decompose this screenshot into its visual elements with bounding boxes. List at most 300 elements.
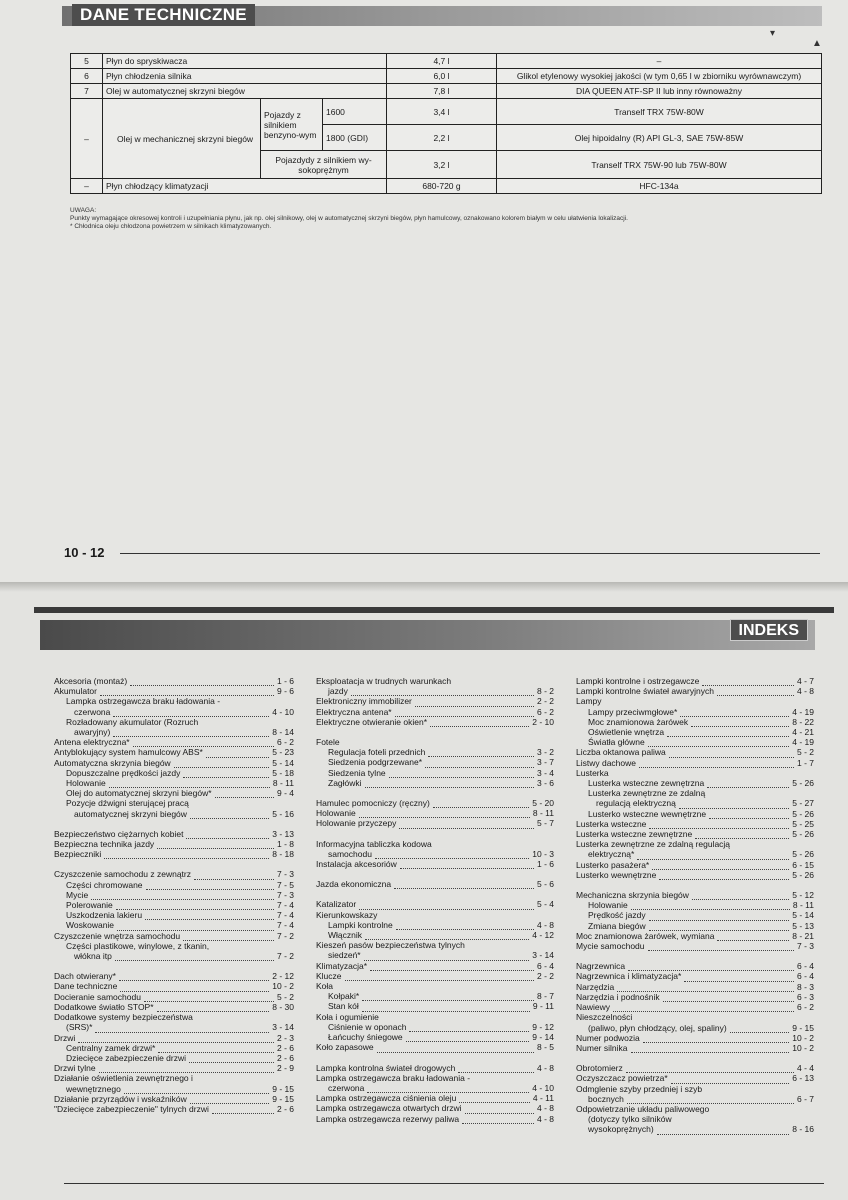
index-entry-page: 9 - 12 bbox=[532, 1021, 554, 1032]
dot-leader bbox=[100, 689, 274, 696]
index-entry bbox=[54, 931, 294, 941]
index-entry bbox=[54, 696, 294, 706]
index-entry-page: 2 - 6 bbox=[276, 1103, 294, 1114]
dot-leader bbox=[428, 750, 534, 757]
index-entry-term: Instalacja akcesoriów bbox=[316, 859, 397, 870]
index-entry bbox=[576, 941, 814, 951]
dot-leader bbox=[365, 933, 529, 940]
index-entry bbox=[576, 676, 814, 686]
index-entry-page: 5 - 7 bbox=[536, 818, 554, 829]
index-entry-page: 2 - 2 bbox=[536, 696, 554, 707]
index-entry bbox=[316, 859, 554, 869]
index-entry-page: 10 - 2 bbox=[792, 1042, 814, 1053]
index-entry-term: Nawiewy bbox=[576, 1002, 611, 1013]
dot-leader bbox=[396, 923, 534, 930]
index-entry-page: 5 - 13 bbox=[792, 920, 814, 931]
index-entry-term: "Dziecięce zabezpieczenie" tylnych drzwi bbox=[54, 1103, 209, 1114]
index-entry-page: 6 - 7 bbox=[796, 1093, 814, 1104]
petrol-vehicles-label: Pojazdy z silnikiem benzyno-wym bbox=[261, 99, 323, 151]
index-entry-term: Stan kół bbox=[328, 1001, 359, 1012]
index-entry bbox=[54, 900, 294, 910]
index-entry-page: 9 - 14 bbox=[532, 1032, 554, 1043]
page-divider bbox=[0, 582, 848, 592]
index-entry-term: Dziecięce zabezpieczenie drzwi bbox=[66, 1052, 187, 1063]
dot-leader bbox=[617, 985, 794, 992]
index-entry bbox=[576, 931, 814, 941]
index-entry-page: 2 - 12 bbox=[272, 971, 294, 982]
index-entry-term: Kierunkowskazy bbox=[316, 909, 378, 920]
index-entry-page: 8 - 22 bbox=[792, 716, 814, 727]
index-entry-term: Włącznik bbox=[328, 930, 363, 941]
index-entry-term: Lampka kontrolna świateł drogowych bbox=[316, 1062, 456, 1073]
dot-leader bbox=[120, 985, 269, 992]
index-entry bbox=[576, 900, 814, 910]
index-entry-term: Jazda ekonomiczna bbox=[316, 879, 392, 890]
dot-leader bbox=[394, 882, 534, 889]
index-entry bbox=[576, 890, 814, 900]
index-entry-term: Koło zapasowe bbox=[316, 1042, 374, 1053]
index-entry-page: 4 - 8 bbox=[536, 1062, 554, 1073]
index-entry bbox=[316, 1103, 554, 1113]
index-entry-term: Katalizator bbox=[316, 899, 357, 910]
index-entry-term: Antyblokujący system hamulcowy ABS* bbox=[54, 747, 203, 758]
dot-leader bbox=[189, 1056, 274, 1063]
table-row bbox=[71, 99, 822, 125]
dot-leader bbox=[648, 944, 794, 951]
index-entry-page: 8 - 11 bbox=[792, 900, 814, 911]
index-entry-term: Nagrzewnica i klimatyzacja* bbox=[576, 971, 682, 982]
index-entry bbox=[54, 981, 294, 991]
dot-leader bbox=[377, 1046, 534, 1053]
dot-leader bbox=[375, 852, 529, 859]
table-row bbox=[71, 179, 822, 194]
index-entry-term: Nieszczelności bbox=[576, 1012, 633, 1023]
index-entry-page: 6 - 13 bbox=[792, 1073, 814, 1084]
index-entry-term: Odmglenie szyby przedniej i szyb bbox=[576, 1083, 703, 1094]
index-spacer bbox=[54, 961, 294, 971]
index-entry-page: 5 - 4 bbox=[536, 899, 554, 910]
index-entry-page: 4 - 10 bbox=[532, 1082, 554, 1093]
index-entry-term: Czyszczenie wnętrza samochodu bbox=[54, 930, 181, 941]
dot-leader bbox=[415, 700, 534, 707]
index-entry bbox=[576, 849, 814, 859]
item-name: Płyn do spryskiwacza bbox=[103, 54, 387, 69]
index-entry bbox=[316, 971, 554, 981]
capacity-value: 680-720 g bbox=[387, 179, 497, 194]
index-entry-term: automatycznej skrzyni biegów bbox=[74, 808, 187, 819]
specification-value: Tranself TRX 75W-80W bbox=[497, 99, 822, 125]
index-entry-page: 2 - 6 bbox=[276, 1042, 294, 1053]
dot-leader bbox=[707, 781, 789, 788]
dot-leader bbox=[345, 974, 534, 981]
index-entry bbox=[576, 1114, 814, 1124]
index-entry bbox=[576, 1002, 814, 1012]
index-entry-term: Hamulec pomocniczy (ręczny) bbox=[316, 798, 430, 809]
index-entry-term: Odpowietrzanie układu paliwowego bbox=[576, 1103, 710, 1114]
index-entry-term: wysokoprężnych) bbox=[588, 1124, 654, 1135]
index-entry-page: 5 - 2 bbox=[796, 747, 814, 758]
index-entry-page: 7 - 3 bbox=[276, 889, 294, 900]
index-entry-term: Części chromowane bbox=[66, 879, 143, 890]
index-entry-page: 5 - 26 bbox=[792, 778, 814, 789]
index-entry bbox=[316, 737, 554, 747]
index-entry-page: 6 - 4 bbox=[796, 961, 814, 972]
index-entry bbox=[576, 737, 814, 747]
index-entry-term: Lampy bbox=[576, 696, 602, 707]
index-entry bbox=[316, 747, 554, 757]
index-entry bbox=[54, 880, 294, 890]
index-entry bbox=[576, 971, 814, 981]
index-entry bbox=[316, 981, 554, 991]
index-entry bbox=[54, 676, 294, 686]
index-entry-page: 6 - 4 bbox=[536, 960, 554, 971]
dot-leader bbox=[119, 974, 269, 981]
index-entry-term: Regulacja foteli przednich bbox=[328, 747, 426, 758]
index-entry-page: 1 - 6 bbox=[276, 676, 294, 686]
index-entry bbox=[54, 798, 294, 808]
table-row bbox=[71, 69, 822, 84]
index-spacer bbox=[316, 788, 554, 798]
index-entry-term: czerwona bbox=[328, 1082, 365, 1093]
dot-leader bbox=[186, 832, 269, 839]
index-entry bbox=[316, 991, 554, 1001]
index-entry bbox=[316, 818, 554, 828]
index-entry-term: Koła i ogumienie bbox=[316, 1011, 379, 1022]
index-entry bbox=[54, 737, 294, 747]
index-title: INDEKS bbox=[730, 619, 808, 641]
page-number: 10 - 12 bbox=[64, 545, 105, 560]
index-entry bbox=[316, 778, 554, 788]
index-entry bbox=[576, 1104, 814, 1114]
capacity-value: 3,4 l bbox=[387, 99, 497, 125]
dot-leader bbox=[669, 751, 794, 758]
index-entry bbox=[54, 1033, 294, 1043]
index-entry bbox=[316, 768, 554, 778]
dot-leader bbox=[695, 832, 789, 839]
dot-leader bbox=[362, 994, 534, 1001]
index-spacer bbox=[576, 880, 814, 890]
index-entry-term: Dodatkowe światło STOP* bbox=[54, 1001, 154, 1012]
index-entry-term: siedzeń* bbox=[328, 950, 361, 961]
index-entry bbox=[576, 829, 814, 839]
index-entry-page: 6 - 15 bbox=[792, 859, 814, 870]
dot-leader bbox=[679, 802, 789, 809]
index-entry-term: Fotele bbox=[316, 737, 340, 748]
index-entry bbox=[54, 829, 294, 839]
index-entry bbox=[316, 899, 554, 909]
index-entry bbox=[576, 707, 814, 717]
note-text: Punkty wymagające okresowej kontroli i uzupełniania płynu, jak np. olej silnikowy, olej w automatycznej skrzyni biegów, płyn hamulcowy, oznakowano kolorem białym w celu ułatwienia lokalizacji. bbox=[70, 215, 628, 222]
dot-leader bbox=[400, 862, 534, 869]
index-entry-term: Elektroniczny immobilizer bbox=[316, 696, 412, 707]
dot-leader bbox=[389, 771, 534, 778]
index-entry bbox=[576, 686, 814, 696]
index-entry-page: 9 - 15 bbox=[272, 1093, 294, 1104]
index-entry-term: Prędkość jazdy bbox=[588, 910, 646, 921]
dot-leader bbox=[458, 1066, 534, 1073]
index-entry-term: bocznych bbox=[588, 1093, 624, 1104]
dot-leader bbox=[709, 812, 789, 819]
index-entry bbox=[54, 920, 294, 930]
dot-leader bbox=[626, 1066, 794, 1073]
note-heading: UWAGA: bbox=[70, 207, 97, 214]
specification-value: – bbox=[497, 54, 822, 69]
index-entry-term: Pozycje dźwigni sterującej pracą bbox=[66, 798, 189, 809]
index-top-band bbox=[34, 607, 834, 613]
index-entry-page: 5 - 26 bbox=[792, 829, 814, 840]
corner-mark: ▾ bbox=[770, 28, 776, 39]
dot-leader bbox=[657, 1128, 790, 1135]
engine-value: 1600 bbox=[323, 99, 387, 125]
index-entry bbox=[54, 1094, 294, 1104]
index-entry-term: Bezpieczna technika jazdy bbox=[54, 839, 155, 850]
item-name: Olej w mechanicznej skrzyni biegów bbox=[103, 99, 261, 179]
index-entry-page: 7 - 3 bbox=[276, 869, 294, 880]
index-entry bbox=[54, 1012, 294, 1022]
index-entry-page: 9 - 4 bbox=[276, 788, 294, 799]
index-entry bbox=[316, 950, 554, 960]
index-entry bbox=[316, 1114, 554, 1124]
dot-leader bbox=[104, 852, 269, 859]
index-entry bbox=[54, 951, 294, 961]
dot-leader bbox=[692, 893, 789, 900]
dot-leader bbox=[370, 964, 534, 971]
index-entry bbox=[576, 1073, 814, 1083]
index-entry bbox=[54, 992, 294, 1002]
index-entry-page: 6 - 2 bbox=[796, 1002, 814, 1013]
index-entry-term: Narzędzia i podnośnik bbox=[576, 991, 660, 1002]
dot-leader bbox=[115, 954, 274, 961]
index-entry-term: Elektryczna antena* bbox=[316, 706, 392, 717]
index-entry bbox=[576, 1084, 814, 1094]
dot-leader bbox=[365, 781, 534, 788]
dot-leader bbox=[649, 924, 790, 931]
index-entry bbox=[576, 860, 814, 870]
index-entry-term: Informacyjna tabliczka kodowa bbox=[316, 838, 432, 849]
index-entry-term: wewnętrznego bbox=[66, 1083, 121, 1094]
corner-mark-2: ▲ bbox=[812, 38, 822, 49]
index-entry-term: Lampka ostrzegawcza braku ładowania - bbox=[316, 1072, 471, 1083]
index-entry-page: 8 - 18 bbox=[272, 849, 294, 860]
dot-leader bbox=[78, 1036, 274, 1043]
dot-leader bbox=[95, 1026, 269, 1033]
index-entry-term: Dopuszczalne prędkości jazdy bbox=[66, 767, 181, 778]
index-entry bbox=[54, 1043, 294, 1053]
specification-value: Olej hipoidalny (R) API GL-3, SAE 75W-85W bbox=[497, 125, 822, 151]
index-entry-term: Woskowanie bbox=[66, 920, 115, 931]
index-entry bbox=[54, 910, 294, 920]
index-entry-page: 10 - 2 bbox=[272, 981, 294, 992]
index-entry-page: 6 - 2 bbox=[276, 737, 294, 748]
dot-leader bbox=[717, 934, 789, 941]
capacity-value: 2,2 l bbox=[387, 125, 497, 151]
dot-leader bbox=[399, 822, 534, 829]
index-entry bbox=[316, 940, 554, 950]
index-entry-term: Czyszczenie samochodu z zewnątrz bbox=[54, 869, 192, 880]
index-entry-term: Zagłówki bbox=[328, 777, 362, 788]
index-entry bbox=[576, 1012, 814, 1022]
index-entry-term: Drzwi tylne bbox=[54, 1063, 96, 1074]
index-entry-page: 5 - 23 bbox=[272, 747, 294, 758]
index-entry-page: 3 - 7 bbox=[536, 757, 554, 768]
index-entry-term: Lusterko wsteczne wewnętrzne bbox=[588, 808, 707, 819]
index-entry bbox=[54, 788, 294, 798]
index-entry-page: 9 - 15 bbox=[792, 1022, 814, 1033]
index-entry-page: 4 - 11 bbox=[532, 1093, 554, 1104]
index-column-3 bbox=[576, 676, 814, 1135]
index-entry bbox=[54, 941, 294, 951]
index-entry-page: 4 - 7 bbox=[796, 676, 814, 686]
dot-leader bbox=[637, 853, 789, 860]
dot-leader bbox=[667, 730, 789, 737]
dot-leader bbox=[627, 1097, 794, 1104]
index-entry-term: Lusterka wsteczne bbox=[576, 818, 647, 829]
index-entry-term: Drzwi bbox=[54, 1032, 76, 1043]
index-spacer bbox=[54, 819, 294, 829]
index-entry bbox=[576, 1023, 814, 1033]
index-entry-term: Bezpieczniki bbox=[54, 849, 102, 860]
item-name: Olej w automatycznej skrzyni biegów bbox=[103, 84, 387, 99]
index-entry bbox=[576, 727, 814, 737]
index-column-1 bbox=[54, 676, 294, 1114]
index-entry-page: 4 - 8 bbox=[536, 1103, 554, 1114]
index-entry-term: Liczba oktanowa paliwa bbox=[576, 747, 666, 758]
index-entry-term: Moc znamionowa żarówek bbox=[588, 716, 689, 727]
note-block bbox=[70, 207, 822, 231]
index-entry-page: 5 - 26 bbox=[792, 849, 814, 860]
dot-leader bbox=[99, 1066, 274, 1073]
dot-leader bbox=[158, 1046, 274, 1053]
index-entry bbox=[54, 758, 294, 768]
index-entry bbox=[54, 1084, 294, 1094]
index-entry-page: 2 - 10 bbox=[532, 716, 554, 727]
index-entry-term: (paliwo, płyn chłodzący, olej, spaliny) bbox=[588, 1022, 727, 1033]
index-spacer bbox=[54, 859, 294, 869]
dot-leader bbox=[425, 761, 534, 768]
dot-leader bbox=[691, 720, 789, 727]
index-entry bbox=[576, 839, 814, 849]
index-entry-term: samochodu bbox=[328, 848, 372, 859]
index-entry bbox=[316, 839, 554, 849]
index-entry bbox=[316, 696, 554, 706]
index-entry bbox=[54, 1053, 294, 1063]
index-entry-page: 6 - 2 bbox=[536, 706, 554, 717]
index-spacer bbox=[576, 1053, 814, 1063]
index-entry-term: Mechaniczna skrzynia biegów bbox=[576, 890, 689, 901]
index-entry-term: Holowanie przyczepy bbox=[316, 818, 397, 829]
index-spacer bbox=[316, 1053, 554, 1063]
index-entry bbox=[316, 930, 554, 940]
index-entry-term: Koła bbox=[316, 981, 334, 992]
dot-leader bbox=[433, 801, 529, 808]
dot-leader bbox=[190, 1097, 270, 1104]
row-number: – bbox=[71, 99, 103, 179]
index-entry bbox=[316, 1012, 554, 1022]
index-entry-term: Olej do automatycznej skrzyni biegów* bbox=[66, 788, 212, 799]
index-spacer bbox=[316, 869, 554, 879]
index-entry bbox=[54, 1022, 294, 1032]
dot-leader bbox=[652, 863, 789, 870]
index-entry-term: regulacją elektryczną bbox=[596, 798, 676, 809]
index-entry bbox=[576, 1094, 814, 1104]
index-entry bbox=[54, 849, 294, 859]
index-entry-term: Mycie bbox=[66, 889, 89, 900]
index-entry-page: 5 - 25 bbox=[792, 818, 814, 829]
specification-value: Tranself TRX 75W-90 lub 75W-80W bbox=[497, 151, 822, 179]
dot-leader bbox=[113, 730, 269, 737]
index-entry-page: 2 - 2 bbox=[536, 970, 554, 981]
index-entry-page: 2 - 6 bbox=[276, 1052, 294, 1063]
index-entry-term: Lusterka zewnętrzne ze zdalną bbox=[588, 788, 706, 799]
dot-leader bbox=[145, 913, 274, 920]
dot-leader bbox=[671, 1077, 790, 1084]
index-entry-term: Uszkodzenia lakieru bbox=[66, 910, 143, 921]
dot-leader bbox=[367, 1086, 529, 1093]
index-entry bbox=[576, 1033, 814, 1043]
index-entry-page: 6 - 4 bbox=[796, 971, 814, 982]
index-entry-term: Akcesoria (montaż) bbox=[54, 676, 128, 686]
index-entry-page: 8 - 11 bbox=[532, 808, 554, 819]
dot-leader bbox=[133, 740, 274, 747]
index-entry-page: 4 - 8 bbox=[796, 686, 814, 697]
table-row bbox=[71, 54, 822, 69]
index-entry-term: Lusterka wsteczne zewnętrzna bbox=[588, 778, 705, 789]
index-entry-page: 5 - 14 bbox=[792, 910, 814, 921]
index-entry-page: 5 - 12 bbox=[792, 890, 814, 901]
index-entry bbox=[54, 839, 294, 849]
item-name: Płyn chłodzący klimatyzacji bbox=[103, 179, 387, 194]
index-entry-term: Ciśnienie w oponach bbox=[328, 1021, 407, 1032]
index-entry-page: 8 - 11 bbox=[272, 778, 294, 789]
dot-leader bbox=[215, 791, 274, 798]
index-entry bbox=[576, 717, 814, 727]
dot-leader bbox=[157, 842, 274, 849]
index-entry-page: 5 - 18 bbox=[272, 767, 294, 778]
index-entry-page: 9 - 15 bbox=[272, 1083, 294, 1094]
index-entry bbox=[316, 961, 554, 971]
index-entry-term: Docieranie samochodu bbox=[54, 991, 141, 1002]
index-entry-term: Lampy przeciwmgłowe* bbox=[588, 706, 678, 717]
note-footnote: * Chłodnica oleju chłodzona powietrzem w silnikach klimatyzowanych. bbox=[70, 223, 272, 230]
index-entry bbox=[576, 870, 814, 880]
index-entry-page: 5 - 27 bbox=[792, 798, 814, 809]
index-entry-page: 1 - 6 bbox=[536, 859, 554, 870]
index-entry-page: 8 - 14 bbox=[272, 727, 294, 738]
index-entry bbox=[316, 849, 554, 859]
dot-leader bbox=[157, 1005, 270, 1012]
index-entry-term: Elektryczne otwieranie okien* bbox=[316, 716, 428, 727]
dot-leader bbox=[702, 679, 794, 686]
dot-leader bbox=[183, 934, 274, 941]
dot-leader bbox=[648, 740, 790, 747]
index-entry-page: 4 - 8 bbox=[536, 1113, 554, 1124]
index-entry bbox=[576, 788, 814, 798]
dot-leader bbox=[174, 761, 270, 768]
index-spacer bbox=[316, 889, 554, 899]
index-entry-page: 4 - 10 bbox=[272, 706, 294, 717]
index-entry-term: jazdy bbox=[328, 686, 348, 697]
specification-value: DIA QUEEN ATF-SP II lub inny równoważny bbox=[497, 84, 822, 99]
index-entry bbox=[54, 869, 294, 879]
index-entry-page: 3 - 4 bbox=[536, 767, 554, 778]
index-entry-page: 8 - 2 bbox=[536, 686, 554, 697]
index-spacer bbox=[316, 727, 554, 737]
dot-leader bbox=[113, 710, 269, 717]
index-entry-term: Dach otwierany* bbox=[54, 971, 116, 982]
dot-leader bbox=[117, 924, 274, 931]
section-title: DANE TECHNICZNE bbox=[72, 4, 255, 26]
index-entry-term: (SRS)* bbox=[66, 1022, 93, 1033]
